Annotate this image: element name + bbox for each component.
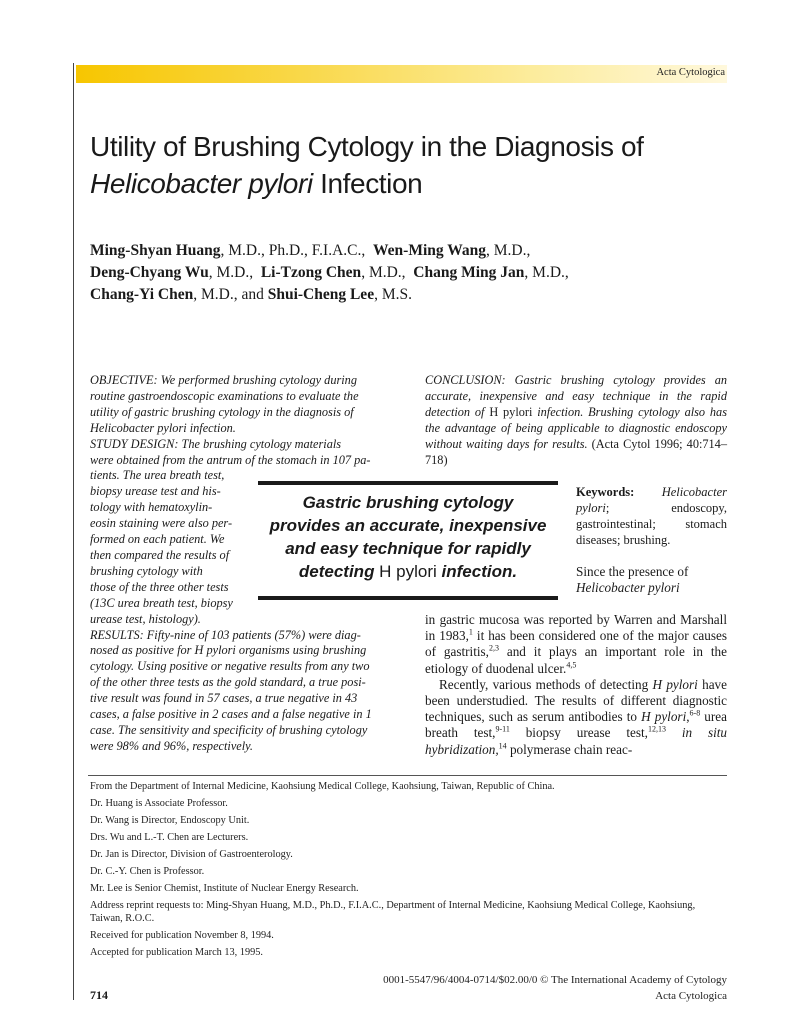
pull-quote-top-rule bbox=[258, 481, 558, 485]
abstract-line: of the other three tests as the gold standard, a true posi- bbox=[90, 675, 366, 690]
pull-quote-bottom-rule bbox=[258, 596, 558, 600]
intro-text: Since the presence of bbox=[576, 564, 689, 579]
intro-text: it has been considered one of the major causes of gastritis, bbox=[425, 628, 727, 660]
author-name: Chang-Yi Chen bbox=[90, 286, 194, 303]
reference-marker: 2,3 bbox=[488, 644, 499, 654]
abstract-line: urease test, histology). bbox=[90, 611, 201, 626]
issn-copyright: 0001-5547/96/4004-0714/$02.00/0 © The International Academy of Cytology bbox=[383, 974, 727, 986]
intro-text: have been understudied. The results of different diagnostic techniques, such as serum antibodies to bbox=[425, 676, 727, 725]
intro-organism: H pylori bbox=[641, 709, 687, 725]
reference-marker: 4,5 bbox=[566, 660, 577, 670]
abstract-conclusion bbox=[425, 373, 727, 468]
abstract-line: utility of gastric brushing cytology in the diagnosis of bbox=[90, 404, 354, 419]
abstract-line: cytology. Using positive or negative results from any two bbox=[90, 659, 370, 674]
page-number: 714 bbox=[90, 988, 108, 1002]
abstract-line: tive result was found in 57 cases, a true negative in 43 bbox=[90, 691, 358, 706]
author-degrees: , M.D., bbox=[361, 264, 406, 281]
title-line-2-rest: Infection bbox=[312, 168, 423, 199]
footer-journal-name: Acta Cytologica bbox=[655, 990, 727, 1002]
abstract-line: tology with hematoxylin- bbox=[90, 500, 213, 515]
abstract-line: nosed as positive for H pylori organisms using brushing bbox=[90, 643, 367, 658]
footnote: Drs. Wu and L.-T. Chen are Lecturers. bbox=[90, 832, 249, 843]
reference-marker: 14 bbox=[498, 741, 507, 751]
intro-text: Recently, various methods of detecting bbox=[439, 676, 653, 692]
article-title bbox=[90, 128, 740, 202]
title-line-1: Utility of Brushing Cytology in the Diagnosis of bbox=[90, 131, 644, 162]
keywords-block bbox=[576, 484, 727, 548]
pull-quote-line: provides an accurate, inexpensive bbox=[269, 516, 547, 535]
pull-quote-line: Gastric brushing cytology bbox=[302, 493, 514, 512]
intro-body bbox=[425, 612, 727, 758]
abstract-line: brushing cytology with bbox=[90, 563, 203, 578]
intro-organism: H pylori bbox=[652, 676, 698, 692]
author-degrees: , M.S. bbox=[374, 286, 412, 303]
keyword-species: Helicobacter pylori bbox=[576, 485, 727, 515]
conclusion-text: CONCLUSION: Gastric brushing cytology provides an accurate, inexpensive and easy technique in the rapid detection of bbox=[425, 373, 727, 419]
pull-quote-line: infection. bbox=[441, 562, 518, 581]
abstract-line: those of the three other tests bbox=[90, 579, 229, 594]
citation: (Acta Cytol 1996; 40:714–718) bbox=[425, 436, 727, 467]
footnote: Accepted for publication March 13, 1995. bbox=[90, 947, 263, 958]
footnote: Dr. Jan is Director, Division of Gastroenterology. bbox=[90, 849, 293, 860]
abstract-line: were obtained from the antrum of the stomach in 107 pa- bbox=[90, 452, 371, 467]
journal-header-band bbox=[76, 65, 727, 83]
pull-quote bbox=[258, 491, 558, 583]
conclusion-text-end: infection. Brushing cytology also has the advantage of being applicable to diagnostic endoscopy without waiting days for results. bbox=[425, 404, 727, 451]
abstract-line: RESULTS: Fifty-nine of 103 patients (57%) were diag- bbox=[90, 627, 361, 642]
keywords-label: Keywords: bbox=[576, 485, 635, 499]
author-name: Li-Tzong Chen bbox=[260, 264, 362, 281]
author-name: Deng-Chyang Wu bbox=[90, 264, 209, 281]
author-degrees: , M.D., bbox=[524, 264, 569, 281]
author-name: Wen-Ming Wang bbox=[373, 242, 486, 259]
footnote: Address reprint requests to: Ming-Shyan Huang, M.D., Ph.D., F.I.A.C., Department of Internal Medicine, Kaohsiung Medical College, Kaohsiung, Taiwan, R.O.C. bbox=[90, 900, 696, 924]
author-list bbox=[90, 240, 740, 306]
intro-text: , bbox=[686, 709, 690, 725]
author-name: Chang Ming Jan bbox=[413, 264, 525, 281]
intro-text: and it plays an important role in the etiology of duodenal ulcer. bbox=[425, 644, 727, 676]
author-degrees: , M.D., bbox=[486, 242, 531, 259]
footnote: Mr. Lee is Senior Chemist, Institute of Nuclear Energy Research. bbox=[90, 883, 359, 894]
abstract-line: (13C urea breath test, biopsy bbox=[90, 595, 233, 610]
footnotes bbox=[90, 780, 730, 963]
intro-text: polymerase chain reac- bbox=[506, 741, 633, 757]
abstract-line: STUDY DESIGN: The brushing cytology materials bbox=[90, 436, 342, 451]
abstract-line: eosin staining were also per- bbox=[90, 516, 233, 531]
conclusion-organism: H pylori bbox=[489, 404, 533, 419]
reference-marker: 12,13 bbox=[647, 725, 666, 735]
title-species: Helicobacter pylori bbox=[90, 168, 313, 199]
author-degrees: , M.D., and bbox=[193, 286, 264, 303]
intro-text: in gastric mucosa was reported by Warren and Marshall in 1983, bbox=[425, 612, 727, 644]
reference-marker: 1 bbox=[468, 627, 473, 637]
abstract-line: case. The sensitivity and specificity of brushing cytology bbox=[90, 722, 368, 737]
abstract-line: then compared the results of bbox=[90, 547, 230, 562]
intro-text: biopsy urease test, bbox=[509, 725, 648, 741]
abstract-line: were 98% and 96%, respectively. bbox=[90, 738, 253, 753]
abstract-line: Helicobacter pylori infection. bbox=[90, 420, 236, 435]
abstract-line: biopsy urease test and his- bbox=[90, 484, 221, 499]
intro-species: Helicobacter pylori bbox=[576, 580, 680, 596]
author-degrees: , M.D., Ph.D., F.I.A.C., bbox=[220, 242, 366, 259]
footnote: Dr. C.-Y. Chen is Professor. bbox=[90, 866, 205, 877]
intro-paragraph-start bbox=[576, 564, 727, 596]
margin-rule bbox=[73, 63, 74, 1000]
reference-marker: 6-8 bbox=[689, 708, 701, 718]
abstract-line: cases, a false positive in 2 cases and a false negative in 1 bbox=[90, 707, 372, 722]
author-name: Ming-Shyan Huang bbox=[90, 242, 221, 259]
pull-quote-line: detecting bbox=[298, 562, 375, 581]
intro-text: in situ hybridization, bbox=[425, 725, 728, 757]
abstract-line: formed on each patient. We bbox=[90, 532, 225, 547]
footnote: Dr. Huang is Associate Professor. bbox=[90, 798, 228, 809]
author-degrees: , M.D., bbox=[208, 264, 254, 281]
abstract-line: routine gastroendoscopic examinations to evaluate the bbox=[90, 388, 359, 403]
reference-marker: 9-11 bbox=[495, 725, 510, 735]
abstract-line: OBJECTIVE: We performed brushing cytology during bbox=[90, 373, 357, 387]
pull-quote-organism: H pylori bbox=[374, 562, 442, 581]
footnote: Dr. Wang is Director, Endoscopy Unit. bbox=[90, 815, 250, 826]
intro-text: urea breath test, bbox=[425, 709, 727, 741]
author-name: Shui-Cheng Lee bbox=[267, 286, 375, 303]
keywords-rest: ; endoscopy, gastrointestinal; stomach diseases; brushing. bbox=[576, 501, 727, 547]
footnote: Received for publication November 8, 1994. bbox=[90, 930, 274, 941]
journal-header-label: Acta Cytologica bbox=[656, 67, 725, 78]
pull-quote-line: and easy technique for rapidly bbox=[285, 539, 531, 558]
abstract-line: tients. The urea breath test, bbox=[90, 468, 225, 483]
footnote: From the Department of Internal Medicine, Kaohsiung Medical College, Kaohsiung, Taiwan, Republic of China. bbox=[90, 781, 555, 792]
footnote-rule bbox=[88, 775, 727, 776]
